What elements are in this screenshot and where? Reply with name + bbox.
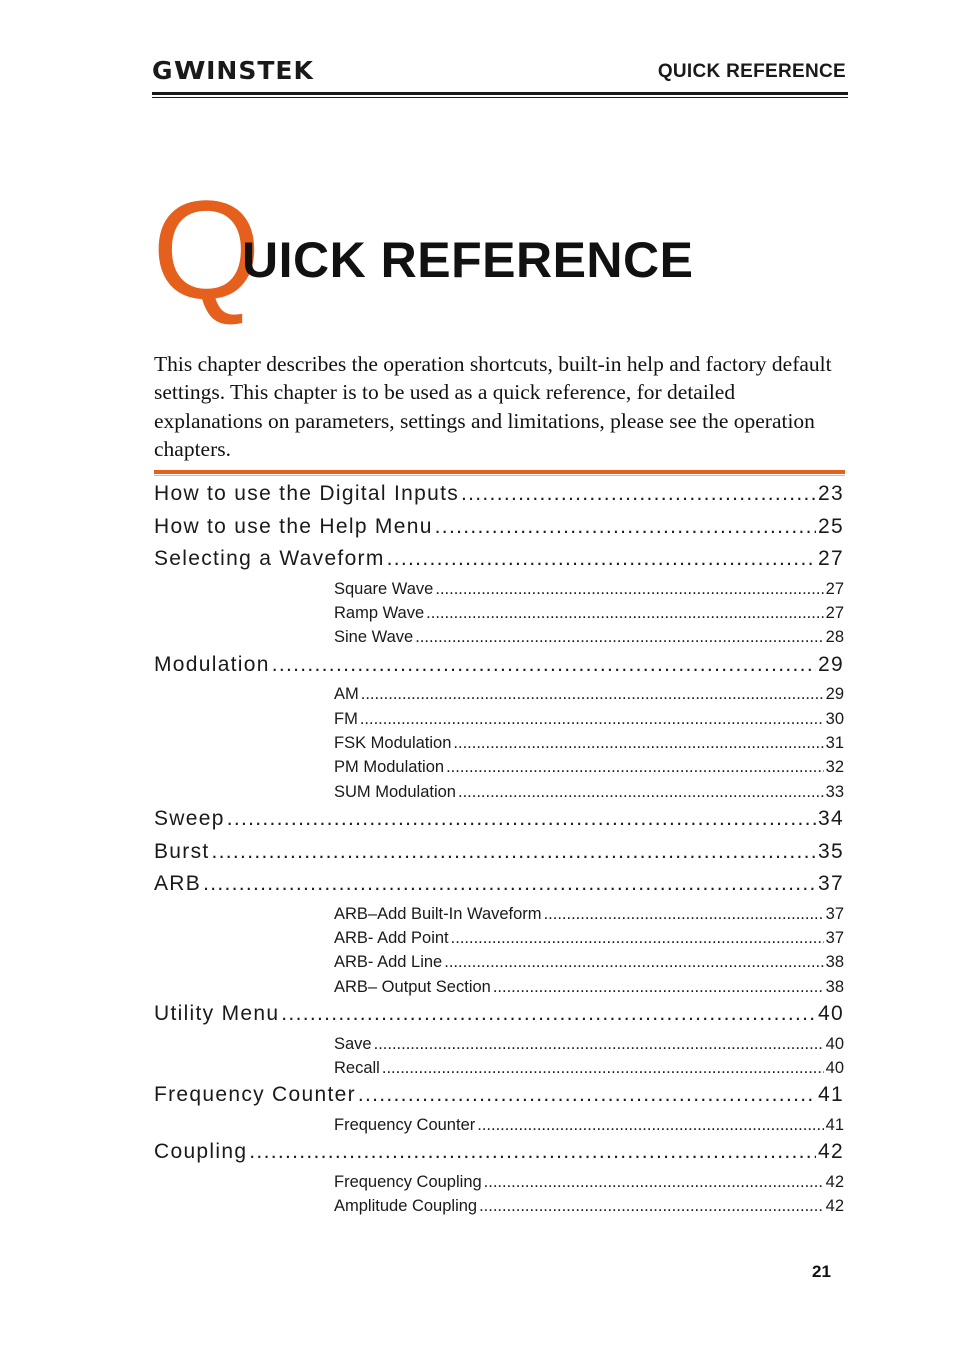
section-divider-thin (154, 475, 845, 476)
toc-entry[interactable] (154, 1083, 844, 1116)
toc-subentry-label: Ramp Wave (334, 603, 425, 622)
section-divider (154, 470, 845, 474)
toc-subentry-label: Amplitude Coupling (334, 1197, 478, 1216)
toc-subentry-page: 33 (825, 782, 844, 801)
toc-leader-dots (358, 1083, 816, 1107)
toc-subentry-page: 41 (825, 1115, 844, 1134)
toc-subentry-label: ARB– Output Section (334, 977, 491, 996)
gwinstek-logo (152, 56, 314, 85)
toc-leader-dots (382, 1059, 824, 1078)
toc-subentry-label: FM (334, 709, 358, 728)
toc-subentry[interactable] (334, 1197, 844, 1221)
toc-entry-label: Modulation (154, 652, 270, 676)
toc-entry-page: 27 (818, 547, 844, 570)
toc-subentry[interactable] (334, 1173, 844, 1197)
toc-subentry-page: 38 (825, 953, 844, 972)
toc-subentry-label: Frequency Counter (334, 1115, 476, 1134)
toc-leader-dots (484, 1173, 824, 1192)
toc-subentry-page: 28 (825, 628, 844, 647)
toc-leader-dots (479, 1197, 824, 1216)
chapter-intro: This chapter describes the operation shortcuts, built-in help and factory default settings. This chapter is to be used as a quick reference, for detailed explanations on parameters, settings and limitations, please see the operation chapters. (154, 352, 832, 461)
toc-subentry[interactable] (334, 1035, 844, 1059)
toc-subentry[interactable] (334, 929, 844, 953)
chapter-title (152, 171, 852, 328)
toc-entry-page: 37 (818, 872, 844, 896)
toc-entry-label: How to use the Help Menu (154, 514, 433, 538)
toc-subentry[interactable] (334, 978, 844, 1002)
toc-leader-dots (477, 1116, 823, 1135)
toc-leader-dots (249, 1140, 816, 1164)
toc-entry-page: 23 (818, 482, 844, 505)
toc-leader-dots (458, 783, 824, 802)
toc-entry[interactable] (154, 1002, 844, 1035)
toc-subentry-page: 37 (825, 904, 844, 923)
toc-leader-dots (360, 710, 824, 729)
toc-subentry-page: 37 (825, 929, 844, 948)
toc-leader-dots (227, 807, 816, 831)
toc-subentry-page: 27 (825, 579, 844, 598)
toc-leader-dots (544, 905, 824, 924)
toc-entry-label: Burst (154, 839, 210, 863)
toc-subentry-page: 42 (825, 1172, 844, 1191)
running-header-title: QUICK REFERENCE (657, 61, 846, 82)
toc-subentry-label: Recall (334, 1059, 380, 1078)
toc-entry[interactable] (154, 515, 844, 548)
chapter-title-rest: UICK REFERENCE (242, 232, 694, 288)
header-rule-thin (152, 97, 848, 98)
toc-leader-dots (435, 580, 823, 599)
toc-leader-dots (426, 604, 823, 623)
toc-subentry[interactable] (334, 953, 844, 977)
toc-subentry-label: ARB- Add Line (334, 953, 443, 972)
toc-entry[interactable] (154, 1140, 844, 1173)
toc-entry-label: Coupling (154, 1140, 248, 1164)
toc-subentry[interactable] (334, 734, 844, 758)
toc-leader-dots (451, 929, 824, 948)
toc-leader-dots (461, 482, 816, 506)
toc-subentry-label: FSK Modulation (334, 733, 452, 752)
table-of-contents (154, 482, 844, 1222)
logo-letter-w: W (173, 56, 207, 85)
header-rule (152, 92, 848, 95)
toc-subentry-label: ARB- Add Point (334, 929, 449, 948)
toc-subentry[interactable] (334, 604, 844, 628)
toc-subentry-label: Frequency Coupling (334, 1172, 482, 1191)
toc-entry[interactable] (154, 482, 844, 515)
toc-subentry-label: Square Wave (334, 579, 434, 598)
toc-subentry[interactable] (334, 1059, 844, 1083)
toc-entry-page: 29 (818, 652, 844, 676)
toc-subentry[interactable] (334, 905, 844, 929)
toc-leader-dots (387, 547, 816, 571)
toc-entry-label: Utility Menu (154, 1002, 280, 1026)
toc-entry-label: ARB (154, 872, 202, 896)
toc-leader-dots (272, 653, 816, 677)
toc-leader-dots (361, 685, 824, 704)
toc-leader-dots (446, 758, 824, 777)
logo-word-instek: INSTEK (206, 56, 314, 85)
toc-leader-dots (435, 515, 816, 539)
toc-subentry-label: PM Modulation (334, 758, 445, 777)
toc-leader-dots (203, 872, 816, 896)
toc-leader-dots (374, 1035, 824, 1054)
toc-subentry-page: 27 (825, 603, 844, 622)
toc-leader-dots (212, 840, 817, 864)
toc-subentry-label: SUM Modulation (334, 782, 456, 801)
toc-entry-page: 34 (818, 807, 844, 831)
toc-subentry[interactable] (334, 758, 844, 782)
toc-entry-label: Frequency Counter (154, 1083, 356, 1107)
toc-subentry-page: 29 (825, 685, 844, 704)
toc-leader-dots (453, 734, 823, 753)
toc-entry-page: 35 (818, 839, 844, 863)
toc-entry[interactable] (154, 872, 844, 905)
toc-subentry[interactable] (334, 783, 844, 807)
toc-subentry[interactable] (334, 580, 844, 604)
toc-subentry-page: 40 (825, 1059, 844, 1078)
toc-subentry-page: 40 (825, 1034, 844, 1053)
toc-entry-label: Selecting a Waveform (154, 547, 385, 570)
toc-entry-page: 41 (818, 1083, 844, 1107)
toc-subentry-page: 30 (825, 709, 844, 728)
toc-subentry-label: Save (334, 1034, 372, 1053)
toc-leader-dots (281, 1002, 816, 1026)
toc-leader-dots (415, 628, 823, 647)
toc-entry-page: 40 (818, 1002, 844, 1026)
page-header (152, 52, 848, 98)
toc-leader-dots (444, 953, 823, 972)
toc-entry[interactable] (154, 653, 844, 686)
toc-subentry[interactable] (334, 710, 844, 734)
toc-entry[interactable] (154, 840, 844, 873)
toc-subentry-page: 42 (825, 1197, 844, 1216)
toc-leader-dots (493, 978, 824, 997)
toc-entry-page: 42 (818, 1140, 844, 1164)
logo-letter-g: G (152, 56, 174, 85)
toc-entry-page: 25 (818, 514, 844, 538)
toc-entry-label: How to use the Digital Inputs (154, 482, 460, 505)
toc-subentry-page: 38 (825, 977, 844, 996)
toc-subentry-label: ARB–Add Built-In Waveform (334, 904, 542, 923)
page-number: 21 (812, 1262, 831, 1281)
toc-subentry[interactable] (334, 628, 844, 652)
toc-subentry[interactable] (334, 685, 844, 709)
toc-subentry[interactable] (334, 1116, 844, 1140)
toc-entry[interactable] (154, 807, 844, 840)
toc-subentry-page: 31 (825, 733, 844, 752)
chapter-title-initial: Q (152, 171, 261, 328)
toc-entry-label: Sweep (154, 807, 225, 831)
toc-entry[interactable] (154, 547, 844, 580)
toc-subentry-page: 32 (825, 758, 844, 777)
toc-subentry-label: AM (334, 685, 359, 704)
toc-subentry-label: Sine Wave (334, 628, 414, 647)
